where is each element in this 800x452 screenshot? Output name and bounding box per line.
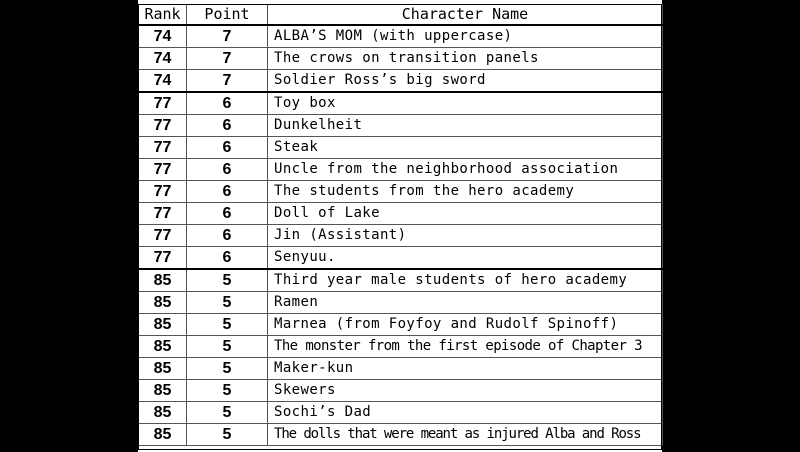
name-cell: Skewers	[268, 380, 663, 402]
name-cell: The students from the hero academy	[268, 181, 663, 203]
table-row	[139, 380, 663, 402]
table-row	[139, 358, 663, 380]
table-row	[139, 25, 663, 48]
name-cell: Marnea (from Foyfoy and Rudolf Spinoff)	[268, 314, 663, 336]
rank-cell: 74	[139, 70, 187, 93]
table-row	[139, 159, 663, 181]
header-rank: Rank	[139, 5, 187, 26]
point-cell: 6	[187, 203, 268, 225]
ranking-sheet	[138, 0, 662, 452]
table-row	[139, 336, 663, 358]
rank-cell: 85	[139, 292, 187, 314]
point-cell: 5	[187, 380, 268, 402]
table-row	[139, 181, 663, 203]
point-cell: 5	[187, 358, 268, 380]
name-cell: Toy box	[268, 92, 663, 115]
table-row	[139, 70, 663, 93]
name-cell: Dunkelheit	[268, 115, 663, 137]
name-cell: Senyuu.	[268, 247, 663, 270]
rank-cell: 77	[139, 159, 187, 181]
table-row	[139, 292, 663, 314]
name-cell: Uncle from the neighborhood association	[268, 159, 663, 181]
point-cell: 5	[187, 402, 268, 424]
table-row	[139, 137, 663, 159]
name-cell: Jin (Assistant)	[268, 225, 663, 247]
rank-cell: 85	[139, 424, 187, 446]
table-row	[139, 115, 663, 137]
rank-cell: 85	[139, 314, 187, 336]
header-row	[139, 5, 663, 26]
point-cell: 5	[187, 424, 268, 446]
point-cell: 6	[187, 159, 268, 181]
rank-cell: 85	[139, 402, 187, 424]
name-cell: ALBA’S MOM (with uppercase)	[268, 25, 663, 48]
table-row	[139, 203, 663, 225]
point-cell: 6	[187, 92, 268, 115]
point-cell: 7	[187, 25, 268, 48]
rank-cell: 74	[139, 25, 187, 48]
table-row	[139, 92, 663, 115]
header-character-name: Character Name	[268, 5, 663, 26]
name-cell: Third year male students of hero academy	[268, 269, 663, 292]
table-row	[139, 48, 663, 70]
point-cell: 6	[187, 225, 268, 247]
table-row	[139, 424, 663, 446]
table-row	[139, 225, 663, 247]
point-cell: 5	[187, 314, 268, 336]
rank-cell: 85	[139, 336, 187, 358]
name-cell: The monster from the first episode of Chapter 3	[268, 336, 663, 358]
header-point: Point	[187, 5, 268, 26]
point-cell: 7	[187, 48, 268, 70]
name-cell: Steak	[268, 137, 663, 159]
point-cell: 6	[187, 247, 268, 270]
name-cell: Ramen	[268, 292, 663, 314]
name-cell: Soldier Ross’s big sword	[268, 70, 663, 93]
table-row	[139, 247, 663, 270]
point-cell: 5	[187, 292, 268, 314]
rank-cell: 77	[139, 92, 187, 115]
table-row	[139, 314, 663, 336]
rank-cell: 77	[139, 225, 187, 247]
rank-cell: 85	[139, 380, 187, 402]
point-cell: 5	[187, 336, 268, 358]
point-cell: 7	[187, 70, 268, 93]
name-cell: Sochi’s Dad	[268, 402, 663, 424]
point-cell: 6	[187, 115, 268, 137]
rank-cell: 77	[139, 115, 187, 137]
table-row	[139, 402, 663, 424]
rank-cell: 77	[139, 137, 187, 159]
name-cell: Doll of Lake	[268, 203, 663, 225]
rank-cell: 74	[139, 48, 187, 70]
name-cell: Maker-kun	[268, 358, 663, 380]
rank-cell: 77	[139, 247, 187, 270]
rank-cell: 85	[139, 269, 187, 292]
rank-cell: 85	[139, 358, 187, 380]
name-cell: The crows on transition panels	[268, 48, 663, 70]
point-cell: 6	[187, 137, 268, 159]
rank-cell: 77	[139, 203, 187, 225]
table-row	[139, 269, 663, 292]
name-cell: The dolls that were meant as injured Alba and Ross	[268, 424, 663, 446]
point-cell: 5	[187, 269, 268, 292]
point-cell: 6	[187, 181, 268, 203]
rank-cell: 77	[139, 181, 187, 203]
ranking-table	[138, 4, 663, 446]
